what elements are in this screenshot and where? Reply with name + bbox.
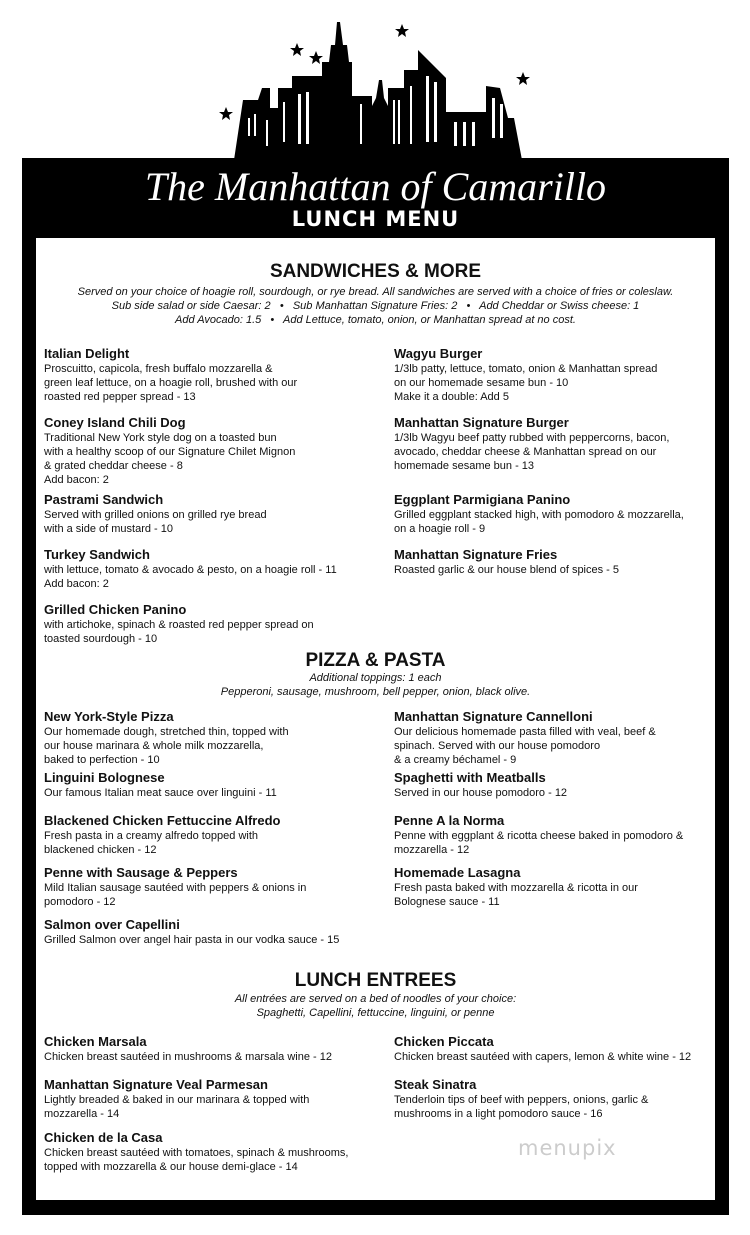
menu-item (394, 415, 729, 473)
section-title-sandwiches: SANDWICHES & MORE (269, 261, 482, 282)
item-description: with lettuce, tomato & avocado & pesto, on a hoagie roll - 11 Add bacon: 2 (44, 564, 337, 590)
item-name: Grilled Chicken Panino (44, 602, 187, 617)
item-description: Tenderloin tips of beef with peppers, onions, garlic & mushrooms in a light pomodoro sauce - 16 (394, 1094, 649, 1120)
item-description: Traditional New York style dog on a toasted bun with a healthy scoop of our Signature Chilet Mignon & grated cheddar cheese - 8 Add bacon: 2 (44, 432, 296, 486)
item-name: Penne A la Norma (394, 813, 505, 828)
item-description: Our famous Italian meat sauce over linguini - 11 (44, 787, 277, 799)
item-description: Chicken breast sautéed with capers, lemon & white wine - 12 (394, 1051, 692, 1063)
menu-item (394, 1034, 729, 1064)
menu-item (394, 547, 729, 577)
item-name: New York-Style Pizza (44, 709, 174, 724)
menu-item (394, 770, 729, 800)
menu-item (44, 917, 379, 947)
item-description: Proscuitto, capicola, fresh buffalo mozzarella & green leaf lettuce, on a hoagie roll, brushed with our roasted red pepper spread - 13 (44, 363, 298, 403)
menu-item (394, 813, 729, 857)
item-description: Fresh pasta baked with mozzarella & ricotta in our Bolognese sauce - 11 (394, 882, 638, 908)
menu-item (44, 1034, 379, 1064)
item-name: Manhattan Signature Burger (394, 415, 569, 430)
section-note: All entrées are served on a bed of noodles of your choice: (234, 993, 517, 1005)
item-description: 1/3lb Wagyu beef patty rubbed with peppercorns, bacon, avocado, cheddar cheese & Manhattan spread on our homemade sesame bun - 13 (394, 432, 670, 472)
menu-item (44, 865, 379, 909)
item-name: Manhattan Signature Cannelloni (394, 709, 593, 724)
menu-item (44, 813, 379, 857)
item-name: Penne with Sausage & Peppers (44, 865, 238, 880)
menu-item (44, 415, 379, 487)
item-name: Italian Delight (44, 346, 130, 361)
menu-item (44, 492, 379, 536)
item-name: Chicken de la Casa (44, 1130, 163, 1145)
item-description: Our homemade dough, stretched thin, topped with our house marinara & whole milk mozzarella, baked to perfection - 10 (44, 726, 289, 766)
menu-item (394, 346, 729, 404)
item-description: Chicken breast sautéed with tomatoes, spinach & mushrooms, topped with mozzarella & our house demi-glace - 14 (44, 1147, 349, 1173)
restaurant-title: The Manhattan of Camarillo (144, 164, 607, 209)
item-description: 1/3lb patty, lettuce, tomato, onion & Manhattan spread on our homemade sesame bun - 10 Make it a double: Add 5 (394, 363, 658, 403)
menu-item (44, 770, 379, 800)
section-note: Served on your choice of hoagie roll, sourdough, or rye bread. All sandwiches are served with a choice of fries or coleslaw. (77, 286, 674, 298)
menu-item (394, 709, 729, 767)
menu-item (44, 1077, 379, 1121)
item-description: Penne with eggplant & ricotta cheese baked in pomodoro & mozzarella - 12 (394, 830, 684, 856)
item-description: Served in our house pomodoro - 12 (394, 787, 568, 799)
section-note: Additional toppings: 1 each (309, 672, 442, 684)
item-description: Roasted garlic & our house blend of spices - 5 (394, 564, 620, 576)
item-description: Chicken breast sautéed in mushrooms & marsala wine - 12 (44, 1051, 332, 1063)
menu-item (44, 346, 379, 404)
item-description: Fresh pasta in a creamy alfredo topped with blackened chicken - 12 (44, 830, 259, 856)
item-name: Spaghetti with Meatballs (394, 770, 546, 785)
item-name: Steak Sinatra (394, 1077, 477, 1092)
section-note: Pepperoni, sausage, mushroom, bell pepper, onion, black olive. (220, 686, 531, 698)
menu-item (44, 1130, 394, 1174)
item-description: Grilled Salmon over angel hair pasta in our vodka sauce - 15 (44, 934, 340, 946)
item-name: Linguini Bolognese (44, 770, 165, 785)
city-skyline-icon (0, 0, 750, 170)
item-description: with artichoke, spinach & roasted red pepper spread on toasted sourdough - 10 (44, 619, 314, 645)
section-title-entrees: LUNCH ENTREES (294, 970, 457, 991)
menu-item (394, 1077, 729, 1121)
item-name: Salmon over Capellini (44, 917, 180, 932)
item-description: Lightly breaded & baked in our marinara & topped with mozzarella - 14 (44, 1094, 310, 1120)
item-name: Pastrami Sandwich (44, 492, 164, 507)
menu-item (44, 602, 379, 646)
item-description: Served with grilled onions on grilled rye bread with a side of mustard - 10 (44, 509, 267, 535)
item-description: Grilled eggplant stacked high, with pomodoro & mozzarella, on a hoagie roll - 9 (394, 509, 684, 535)
menu-item (44, 709, 379, 767)
section-note: Sub side salad or side Caesar: 2 • Sub Manhattan Signature Fries: 2 • Add Cheddar or Swiss cheese: 1 (111, 300, 640, 312)
section-title-pizza: PIZZA & PASTA (305, 650, 446, 671)
menu-subtitle: LUNCH MENU (291, 207, 460, 231)
item-name: Manhattan Signature Veal Parmesan (44, 1077, 268, 1092)
menu-item (44, 547, 379, 591)
menu-item (394, 865, 729, 909)
item-name: Coney Island Chili Dog (44, 415, 186, 430)
item-name: Chicken Piccata (394, 1034, 494, 1049)
watermark: menupix (518, 1136, 617, 1160)
item-name: Manhattan Signature Fries (394, 547, 558, 562)
item-name: Chicken Marsala (44, 1034, 147, 1049)
item-name: Eggplant Parmigiana Panino (394, 492, 571, 507)
menu-item (394, 492, 729, 536)
item-name: Turkey Sandwich (44, 547, 150, 562)
item-name: Homemade Lasagna (394, 865, 521, 880)
item-name: Blackened Chicken Fettuccine Alfredo (44, 813, 281, 828)
item-description: Mild Italian sausage sautéed with peppers & onions in pomodoro - 12 (44, 882, 307, 908)
item-description: Our delicious homemade pasta filled with veal, beef & spinach. Served with our house pomodoro & a creamy béchamel - 9 (394, 726, 656, 766)
item-name: Wagyu Burger (394, 346, 483, 361)
section-note: Spaghetti, Capellini, fettuccine, linguini, or penne (256, 1007, 495, 1019)
section-note: Add Avocado: 1.5 • Add Lettuce, tomato, onion, or Manhattan spread at no cost. (175, 314, 576, 326)
